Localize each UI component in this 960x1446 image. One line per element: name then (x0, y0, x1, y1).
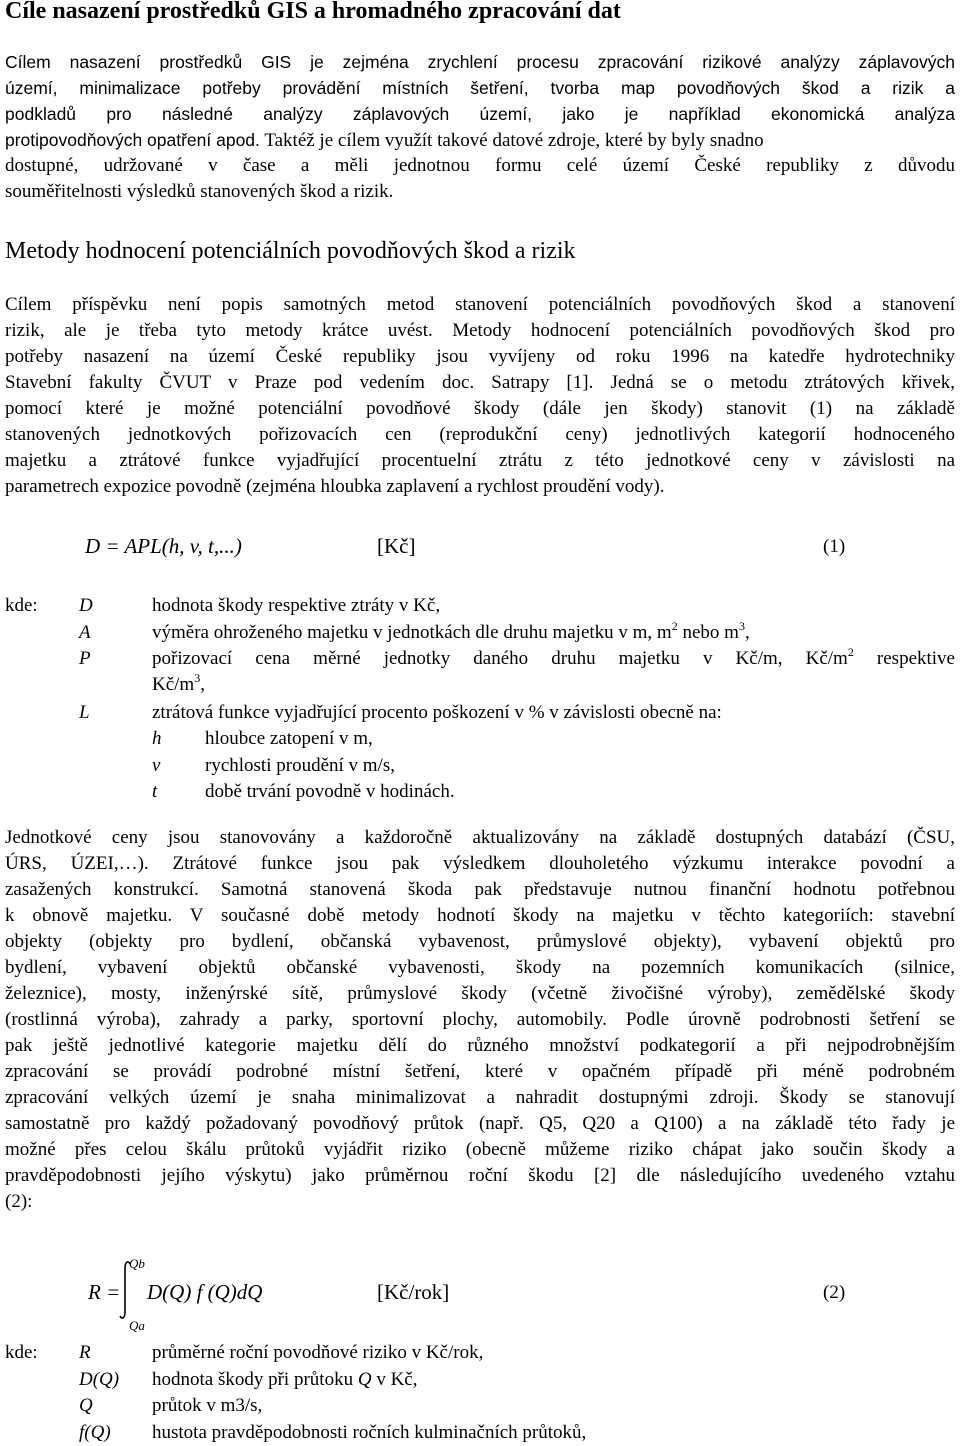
definition-text: ztrátová funkce vyjadřující procento poškození v % v závislosti obecně na: (152, 702, 722, 723)
definition-symbol: D(Q) (79, 1369, 120, 1390)
definition-text: hustota pravděpodobnosti ročních kulminačních průtoků, (152, 1422, 587, 1443)
equation-1-unit: [Kč] (377, 534, 416, 558)
text-line: zasažených konstrukcí. Samotná stanovená škoda pak představuje nutnou finanční hodnotu potřebnou (5, 879, 955, 900)
text-line: bydlení, vybavení objektů občanské vybavenosti, škody na pozemních komunikacích (silnice, (5, 957, 955, 978)
text-line: pravděpodobnosti jejího výskytu) jako průměrnou roční škodu [2] dle následujícího uvedeného vztahu (5, 1165, 955, 1186)
equation-1-number: (1) (823, 536, 846, 557)
definition-symbol: t (152, 781, 158, 802)
definition-symbol: h (152, 728, 162, 749)
text-line: podkladů pro následné analýzy záplavových území, jako je například ekonomická analýza (5, 104, 955, 124)
definition-symbol: D (79, 595, 93, 616)
text-line: možné přes celou škálu průtoků vyjádřit riziko (obecně můžeme riziko chápat jako součin škody a (5, 1139, 955, 1160)
paragraph-unit-prices (5, 825, 955, 1215)
equation-2-lhs: R = (88, 1280, 121, 1304)
integral-lower-limit: Qa (129, 1318, 145, 1333)
definition-text (152, 1367, 417, 1393)
superscript: 2 (847, 645, 854, 659)
definition-symbol: Q (79, 1395, 93, 1416)
text-span: , (744, 622, 750, 643)
text-span: pořizovací cena měrné jednotky daného druhu majetku v Kč/m, Kč/m (152, 648, 848, 669)
text-line: souměřitelnosti výsledků stanovených škod a rizik. (5, 181, 394, 202)
text-line: majetku a ztrátové funkce vyjadřující procentuelní ztrátu z této jednotkové ceny v závislosti na (5, 450, 955, 471)
definition-text: průtok v m3/s, (152, 1395, 263, 1416)
definition-symbol: v (152, 755, 161, 776)
definition-text: hodnota škody respektive ztráty v Kč, (152, 595, 441, 616)
definition-text (152, 672, 205, 698)
superscript: 3 (738, 619, 745, 633)
text-line: Cílem příspěvku není popis samotných metod stanovení potenciálních povodňových škod a stanovení (5, 294, 955, 315)
definition-text: době trvání povodně v hodinách. (205, 781, 455, 802)
integral-sign-icon (115, 1258, 135, 1322)
text-line: potřeby nasazení na území České republiky jsou vyvíjeny od roku 1996 na katedře hydrotechniky (5, 346, 955, 367)
text-line: (2): (5, 1191, 33, 1212)
section-heading-methods: Metody hodnocení potenciálních povodňových škod a rizik (5, 238, 576, 264)
text-line: Jednotkové ceny jsou stanovovány a každoročně aktualizovány na základě dostupných databází (ČSU, (5, 827, 955, 848)
superscript: 3 (194, 671, 201, 685)
text-line: ÚRS, ÚZEI,…). Ztrátové funkce jsou pak výsledkem dlouholetého výzkumu interakce povodní a (5, 853, 955, 874)
text-line: parametrech expozice povodně (zejména hloubka zaplavení a rychlost proudění vody). (5, 476, 665, 497)
integral-upper-limit: Qb (129, 1256, 145, 1271)
paragraph-methods (5, 292, 955, 500)
text-line: zpracování se provádí podrobné místní šetření, které v opačném případě při méně podrobném (5, 1061, 955, 1082)
kde-label: kde: (5, 1342, 38, 1363)
superscript: 2 (671, 619, 678, 633)
text-span: hodnota škody při průtoku (152, 1369, 358, 1390)
text-line-mixed (5, 127, 955, 153)
text-line: pak ještě jednotlivé kategorie majetku dělí do různého množství podkategorií a při nejpodrobnějším (5, 1035, 955, 1056)
text-span: v Kč, (371, 1369, 418, 1390)
text-span: protipovodňových opatření apod. (5, 130, 260, 150)
text-line: zpracování velkých území je snaha minimalizovat a nahradit dostupnými zdroji. Škody se stanovují (5, 1087, 955, 1108)
text-line: (rostlinná výroba), zahrady a parky, sportovní plochy, automobily. Podle úrovně podrobnosti šetření se (5, 1009, 955, 1030)
text-line: k obnově majetku. V současné době metody hodnotí škody na majetku v těchto kategoriích: stavební (5, 905, 955, 926)
text-line: území, minimalizace potřeby provádění místních šetření, tvorba map povodňových škod a rizik a (5, 78, 955, 98)
text-line: rizik, ale je třeba tyto metody krátce uvést. Metody hodnocení potenciálních povodňových škod pro (5, 320, 955, 341)
text-span: nebo m (677, 622, 739, 643)
text-line: dostupné, udržované v čase a měli jednotnou formu celé území České republiky z důvodu (5, 155, 955, 176)
definition-symbol: P (79, 648, 91, 669)
equation-2-unit: [Kč/rok] (377, 1280, 450, 1304)
definition-symbol: R (79, 1342, 91, 1363)
definition-text (152, 620, 750, 646)
kde-label: kde: (5, 595, 38, 616)
text-span: Kč/m (152, 674, 195, 695)
text-line: samostatně pro každý požadovaný povodňový průtok (např. Q5, Q20 a Q100) a na základě této řady je (5, 1113, 955, 1134)
text-line: železnice), mosty, inženýrské sítě, průmyslové škody (včetně živočišné výroby), zemědělské škody (5, 983, 955, 1004)
text-line: Stavební fakulty ČVUT v Praze pod vedením doc. Satrapy [1]. Jedná se o metodu ztrátových křivek, (5, 372, 955, 393)
definition-symbol: A (79, 622, 91, 643)
definition-symbol: L (79, 702, 90, 723)
text-line: pomocí které je možné potenciální povodňové škody (dále jen škody) stanovit (1) na základě (5, 398, 955, 419)
equation-2-number: (2) (823, 1282, 846, 1303)
equation-2-integrand: D(Q) f (Q)dQ (147, 1280, 263, 1304)
text-span: , (200, 674, 205, 695)
text-span: výměra ohroženého majetku v jednotkách dle druhu majetku v m, m (152, 622, 672, 643)
definition-text (152, 646, 955, 672)
text-line: Cílem nasazení prostředků GIS je zejména zrychlení procesu zpracování rizikové analýzy záplavových (5, 52, 955, 72)
text-span: respektive (853, 648, 955, 669)
definition-text: hloubce zatopení v m, (205, 728, 373, 749)
section-heading-goals: Cíle nasazení prostředků GIS a hromadného zpracování dat (5, 0, 621, 24)
text-line: objekty (objekty pro bydlení, občanská vybavenost, průmyslové objekty), vybavení objektů pro (5, 931, 955, 952)
text-span: Q (357, 1369, 372, 1390)
definition-text: rychlosti proudění v m/s, (205, 755, 395, 776)
text-span: Taktéž je cílem využít takové datové zdroje, které by byly snadno (264, 130, 764, 151)
text-line: stanovených jednotkových pořizovacích cen (reprodukční ceny) jednotlivých kategorií hodnoceného (5, 424, 955, 445)
equation-1-formula: D = APL(h, v, t,...) (85, 534, 242, 558)
definition-text: průměrné roční povodňové riziko v Kč/rok, (152, 1342, 484, 1363)
definition-row (5, 646, 955, 672)
paragraph-goals (5, 49, 955, 205)
definition-symbol: f(Q) (79, 1422, 111, 1443)
